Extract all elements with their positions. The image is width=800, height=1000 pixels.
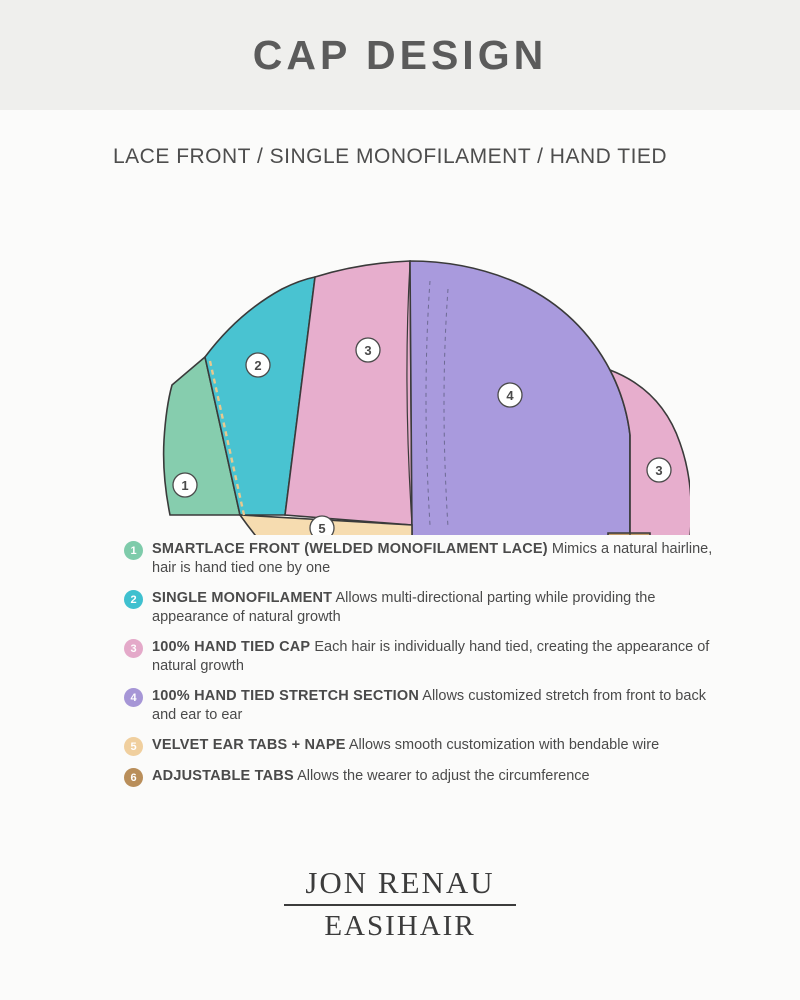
legend-text-6 [152, 767, 590, 786]
legend-badge-5: 5 [124, 737, 143, 756]
legend-desc-2: Allows multi-directional parting while providing the appearance of natural growth [152, 590, 656, 625]
subtitle: LACE FRONT / SINGLE MONOFILAMENT / HAND TIED [113, 145, 668, 168]
list-item [124, 589, 714, 627]
list-item [124, 767, 714, 787]
svg-text:1: 1 [181, 478, 189, 493]
page-title: CAP DESIGN [252, 31, 548, 78]
list-item [124, 687, 714, 725]
legend-desc-6: Allows the wearer to adjust the circumference [297, 768, 590, 784]
svg-text:3: 3 [655, 463, 663, 478]
svg-text:2: 2 [254, 358, 262, 373]
legend-desc-4: Allows customized stretch from front to back and ear to ear [152, 688, 706, 723]
list-item [124, 638, 714, 676]
legend-desc-1: Mimics a natural hairline, hair is hand tied one by one [152, 541, 713, 576]
callout-4 [498, 383, 522, 407]
brand-name-primary: JON RENAU [305, 865, 495, 900]
legend-badge-3: 3 [124, 639, 143, 658]
list-item [124, 540, 714, 578]
legend-term-6: ADJUSTABLE TABS [152, 768, 294, 784]
legend-text-1 [152, 540, 714, 578]
brand-logo [0, 865, 800, 943]
content-card [0, 110, 800, 1000]
wig-cap-diagram [110, 185, 690, 535]
list-item [124, 736, 714, 756]
legend-desc-5: Allows smooth customization with bendable wire [348, 737, 660, 753]
legend-text-3 [152, 638, 714, 676]
callout-3-back [647, 458, 671, 482]
callout-1 [173, 473, 197, 497]
legend-list [124, 540, 714, 798]
header-bar [0, 0, 800, 111]
svg-text:4: 4 [506, 388, 514, 403]
region-adjustable-tabs [608, 533, 650, 535]
legend-term-1: SMARTLACE FRONT (WELDED MONOFILAMENT LACE) [152, 541, 548, 557]
callout-2 [246, 353, 270, 377]
legend-term-2: SINGLE MONOFILAMENT [152, 590, 333, 606]
legend-term-5: VELVET EAR TABS + NAPE [152, 737, 346, 753]
legend-text-4 [152, 687, 714, 725]
legend-badge-1: 1 [124, 541, 143, 560]
legend-text-5 [152, 736, 659, 755]
brand-name-secondary: EASIHAIR [324, 910, 476, 942]
svg-text:3: 3 [364, 343, 372, 358]
legend-term-3: 100% HAND TIED CAP [152, 639, 311, 655]
legend-badge-2: 2 [124, 590, 143, 609]
legend-badge-4: 4 [124, 688, 143, 707]
legend-text-2 [152, 589, 714, 627]
callout-3 [356, 338, 380, 362]
legend-desc-3: Each hair is individually hand tied, creating the appearance of natural growth [152, 639, 710, 674]
svg-text:5: 5 [318, 521, 326, 535]
callout-5 [310, 516, 334, 535]
legend-badge-6: 6 [124, 768, 143, 787]
legend-term-4: 100% HAND TIED STRETCH SECTION [152, 688, 420, 704]
brand-divider [284, 904, 516, 906]
